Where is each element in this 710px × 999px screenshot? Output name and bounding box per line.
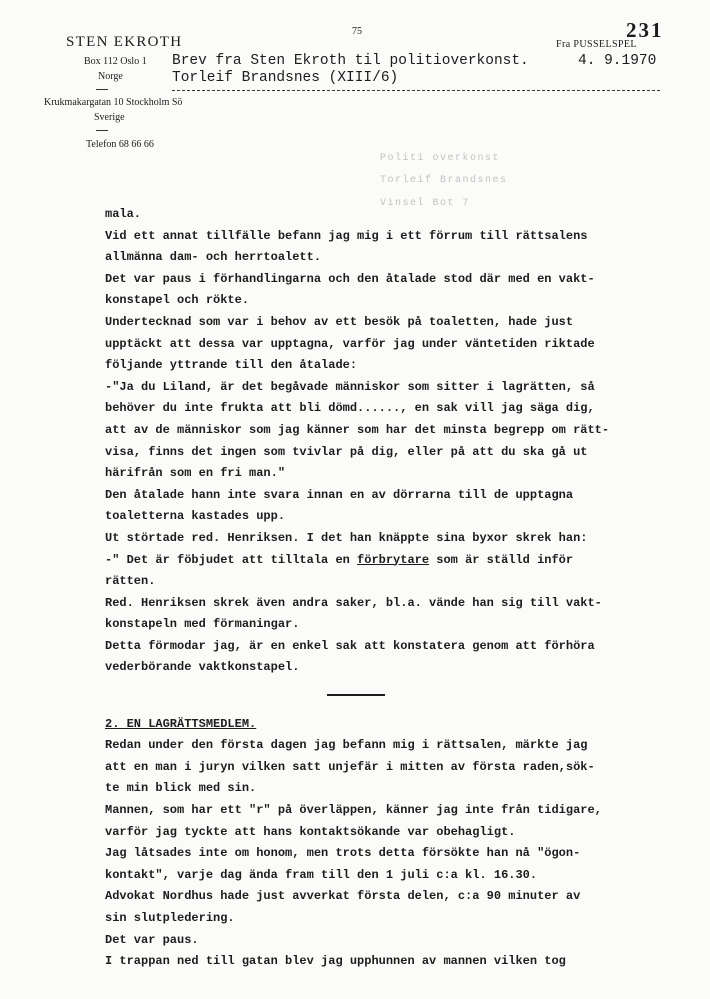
body-line: upptäckt att dessa var upptagna, varför jag under väntetiden riktade [105, 336, 595, 351]
body-line: toaletterna kastades upp. [105, 509, 286, 524]
body-line: I trappan ned till gatan blev jag upphunnen av mannen vilken tog [105, 954, 566, 969]
body-line-segment: -" Det är föbjudet att tilltala en [105, 552, 358, 567]
faded-stamp-line: Torleif Brandsnes [380, 175, 508, 186]
letter-body [105, 204, 675, 973]
body-line: att av de människor som jag känner som har det minsta begrepp om rätt- [105, 422, 610, 437]
body-line: mala. [105, 207, 142, 221]
body-line: Ut störtade red. Henriksen. I det han knäppte sina byxor skrek han: [105, 530, 588, 545]
underlined-word: förbrytare [357, 552, 430, 567]
body-line: Redan under den första dagen jag befann mig i rättsalen, märkte jag [105, 738, 588, 753]
sender-country-2: Sverige [94, 112, 125, 123]
body-line: te min blick med sin. [105, 781, 257, 796]
body-line: följande yttrande till den åtalade: [105, 358, 358, 373]
sheet-number: 231 [626, 18, 664, 42]
section-gap [105, 679, 675, 692]
body-line: Red. Henriksen skrek även andra saker, bl.a. vände han sig till vakt- [105, 595, 602, 610]
body-line: Undertecknad som var i behov av ett besök på toaletten, hade just [105, 314, 574, 329]
sender-name: STEN EKROTH [66, 34, 183, 50]
letter-date: 4. 9.1970 [578, 53, 657, 69]
sender-phone: Telefon 68 66 66 [86, 139, 154, 150]
body-line: konstapeln med förmaningar. [105, 617, 300, 632]
body-line: Det var paus. [105, 932, 199, 947]
letterhead-divider [96, 89, 108, 90]
body-line: sin slutpledering. [105, 911, 235, 925]
recipient-name: Torleif Brandsnes (XIII/6) [172, 70, 399, 86]
body-line-segment: som är ställd inför [429, 552, 574, 567]
body-line: att en man i juryn vilken satt unjefär i mitten av första raden,sök- [105, 759, 595, 774]
sender-street-address: Krukmakargatan 10 Stockholm Sö [44, 97, 183, 108]
body-line: vederbörande vaktkonstapel. [105, 660, 300, 675]
body-line [105, 550, 675, 572]
body-line: kontakt", varje dag ända fram till den 1 juli c:a kl. 16.30. [105, 867, 538, 882]
body-line: Det var paus i förhandlingarna och den åtalade stod där med en vakt- [105, 271, 595, 286]
series-label: Fra PUSSELSPEL [556, 39, 637, 50]
body-line: rätten. [105, 574, 156, 589]
letterhead-divider [96, 130, 108, 131]
body-line: behöver du inte frukta att bli dömd......, en sak vill jag säga dig, [105, 401, 595, 416]
body-line: Mannen, som har ett "r" på överläppen, känner jag inte från tidigare, [105, 803, 602, 818]
body-line [105, 692, 675, 714]
body-line: allmänna dam- och herrtoalett. [105, 250, 322, 265]
body-line: visa, finns det ingen som tvivlar på dig, eller på att du ska gå ut [105, 444, 588, 459]
sender-box-address: Box 112 Oslo 1 [84, 56, 147, 67]
section-divider [327, 694, 385, 696]
body-line: -"Ja du Liland, är det begåvade människor som sitter i lagrätten, så [105, 379, 595, 394]
faded-stamp-line: Politi overkonst [380, 153, 501, 164]
letter-subject: Brev fra Sten Ekroth til politioverkonst. [172, 53, 529, 69]
body-line: Vid ett annat tillfälle befann jag mig i ett förrum till rättsalens [105, 228, 588, 243]
body-line: härifrån som en fri man." [105, 466, 286, 481]
body-line: Den åtalade hann inte svara innan en av dörrarna till de upptagna [105, 487, 574, 502]
body-line: konstapel och rökte. [105, 293, 250, 308]
body-line: varför jag tyckte att hans kontaktsökande var obehagligt. [105, 824, 516, 839]
section-heading: 2. EN LAGRÄTTSMEDLEM. [105, 716, 257, 731]
body-line: Advokat Nordhus hade just avverkat första delen, c:a 90 minuter av [105, 889, 581, 904]
body-line: Detta förmodar jag, är en enkel sak att konstatera genom att förhöra [105, 638, 595, 653]
faded-stamp-line: Vinsel Bot 7 [380, 198, 471, 209]
header-underline [172, 90, 660, 91]
page-number: 75 [352, 26, 362, 37]
body-line: Jag låtsades inte om honom, men trots detta försökte han nå "ögon- [105, 846, 581, 861]
sender-country: Norge [98, 71, 123, 82]
